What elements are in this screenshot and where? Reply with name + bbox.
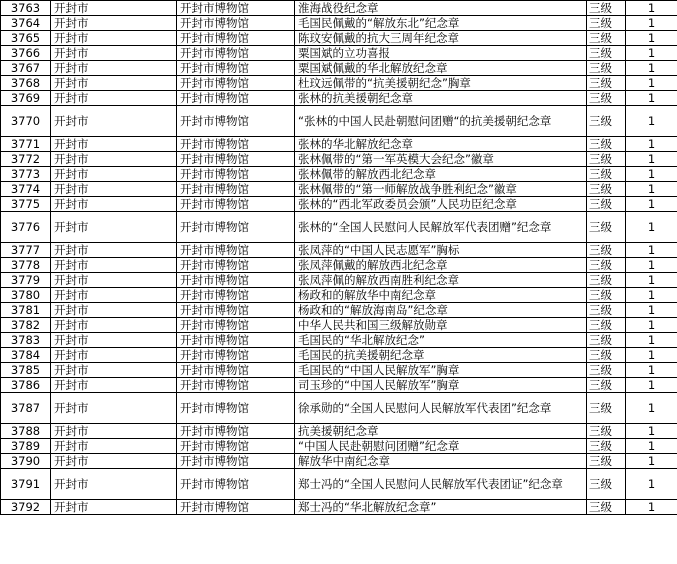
cell-city: 开封市 — [51, 137, 177, 152]
cell-quantity: 1 — [626, 318, 677, 333]
cell-quantity: 1 — [626, 424, 677, 439]
cell-city: 开封市 — [51, 76, 177, 91]
cell-quantity: 1 — [626, 273, 677, 288]
cell-item-name: 张林佩带的解放西北纪念章 — [295, 167, 587, 182]
cell-level: 三级 — [587, 91, 626, 106]
cell-level: 三级 — [587, 137, 626, 152]
cell-item-name: 杨政和的“解放海南岛”纪念章 — [295, 303, 587, 318]
cell-museum: 开封市博物馆 — [177, 137, 295, 152]
cell-level: 三级 — [587, 273, 626, 288]
cell-city: 开封市 — [51, 167, 177, 182]
cell-number: 3769 — [1, 91, 51, 106]
cell-number: 3782 — [1, 318, 51, 333]
cell-city: 开封市 — [51, 31, 177, 46]
cell-quantity: 1 — [626, 333, 677, 348]
cell-number: 3783 — [1, 333, 51, 348]
cell-number: 3781 — [1, 303, 51, 318]
cell-level: 三级 — [587, 31, 626, 46]
cell-city: 开封市 — [51, 454, 177, 469]
cell-museum: 开封市博物馆 — [177, 258, 295, 273]
cell-quantity: 1 — [626, 469, 677, 500]
cell-level: 三级 — [587, 378, 626, 393]
cell-museum: 开封市博物馆 — [177, 393, 295, 424]
cell-item-name: 张凤萍佩的解放西南胜利纪念章 — [295, 273, 587, 288]
cell-item-name: 毛国民的“中国人民解放军”胸章 — [295, 363, 587, 378]
cell-city: 开封市 — [51, 1, 177, 16]
cell-level: 三级 — [587, 348, 626, 363]
cell-level: 三级 — [587, 469, 626, 500]
cell-number: 3779 — [1, 273, 51, 288]
cell-museum: 开封市博物馆 — [177, 348, 295, 363]
cell-level: 三级 — [587, 454, 626, 469]
cell-number: 3774 — [1, 182, 51, 197]
cell-number: 3768 — [1, 76, 51, 91]
cell-item-name: 张林佩带的“第一军英模大会纪念”徽章 — [295, 152, 587, 167]
cell-quantity: 1 — [626, 1, 677, 16]
cell-museum: 开封市博物馆 — [177, 16, 295, 31]
cell-museum: 开封市博物馆 — [177, 31, 295, 46]
cell-item-name: 张凤萍佩戴的解放西北纪念章 — [295, 258, 587, 273]
cell-level: 三级 — [587, 318, 626, 333]
cell-level: 三级 — [587, 76, 626, 91]
cell-level: 三级 — [587, 439, 626, 454]
table-row — [1, 182, 677, 197]
cell-museum: 开封市博物馆 — [177, 378, 295, 393]
cell-quantity: 1 — [626, 61, 677, 76]
cell-number: 3787 — [1, 393, 51, 424]
cell-city: 开封市 — [51, 212, 177, 243]
cell-museum: 开封市博物馆 — [177, 333, 295, 348]
cell-level: 三级 — [587, 212, 626, 243]
table-row — [1, 91, 677, 106]
cell-museum: 开封市博物馆 — [177, 91, 295, 106]
cell-city: 开封市 — [51, 500, 177, 515]
cell-item-name: 中华人民共和国三级解放勋章 — [295, 318, 587, 333]
cell-museum: 开封市博物馆 — [177, 1, 295, 16]
table-row — [1, 212, 677, 243]
cell-museum: 开封市博物馆 — [177, 61, 295, 76]
cell-level: 三级 — [587, 16, 626, 31]
cell-city: 开封市 — [51, 258, 177, 273]
cell-quantity: 1 — [626, 197, 677, 212]
cell-quantity: 1 — [626, 167, 677, 182]
cell-museum: 开封市博物馆 — [177, 454, 295, 469]
table-row — [1, 273, 677, 288]
cell-level: 三级 — [587, 197, 626, 212]
cell-city: 开封市 — [51, 197, 177, 212]
cell-quantity: 1 — [626, 258, 677, 273]
cell-item-name: 司玉珍的“中国人民解放军”胸章 — [295, 378, 587, 393]
cell-quantity: 1 — [626, 288, 677, 303]
cell-city: 开封市 — [51, 348, 177, 363]
cell-item-name: “张林的中国人民赴朝慰问团赠“的抗美援朝纪念章 — [295, 106, 587, 137]
table-row — [1, 61, 677, 76]
table-row — [1, 1, 677, 16]
cell-item-name: 淮海战役纪念章 — [295, 1, 587, 16]
table-row — [1, 46, 677, 61]
cell-item-name: 抗美援朝纪念章 — [295, 424, 587, 439]
table-row — [1, 106, 677, 137]
cell-item-name: 郑士冯的“华北解放纪念章” — [295, 500, 587, 515]
cell-level: 三级 — [587, 243, 626, 258]
cell-number: 3792 — [1, 500, 51, 515]
cell-city: 开封市 — [51, 152, 177, 167]
cell-city: 开封市 — [51, 439, 177, 454]
cell-item-name: 粟国斌佩戴的华北解放纪念章 — [295, 61, 587, 76]
cell-museum: 开封市博物馆 — [177, 167, 295, 182]
cell-level: 三级 — [587, 152, 626, 167]
cell-number: 3770 — [1, 106, 51, 137]
table-row — [1, 348, 677, 363]
table-row — [1, 318, 677, 333]
cell-item-name: 张林的“西北军政委员会颁”人民功臣纪念章 — [295, 197, 587, 212]
cell-level: 三级 — [587, 1, 626, 16]
cell-quantity: 1 — [626, 16, 677, 31]
cell-museum: 开封市博物馆 — [177, 273, 295, 288]
cell-number: 3765 — [1, 31, 51, 46]
table-row — [1, 333, 677, 348]
cell-city: 开封市 — [51, 91, 177, 106]
cell-item-name: 张林佩带的“第一师解放战争胜利纪念”徽章 — [295, 182, 587, 197]
cell-item-name: 张凤萍的“中国人民志愿军”胸标 — [295, 243, 587, 258]
cell-quantity: 1 — [626, 31, 677, 46]
cell-quantity: 1 — [626, 454, 677, 469]
cell-level: 三级 — [587, 182, 626, 197]
cell-item-name: 张林的“全国人民慰问人民解放军代表团赠”纪念章 — [295, 212, 587, 243]
cell-item-name: 杨政和的解放华中南纪念章 — [295, 288, 587, 303]
cell-museum: 开封市博物馆 — [177, 197, 295, 212]
cell-quantity: 1 — [626, 46, 677, 61]
cell-number: 3763 — [1, 1, 51, 16]
table-row — [1, 363, 677, 378]
table-row — [1, 378, 677, 393]
cell-quantity: 1 — [626, 393, 677, 424]
cell-level: 三级 — [587, 167, 626, 182]
table-row — [1, 303, 677, 318]
cell-city: 开封市 — [51, 469, 177, 500]
cell-level: 三级 — [587, 288, 626, 303]
cell-quantity: 1 — [626, 348, 677, 363]
table-row — [1, 439, 677, 454]
cell-number: 3764 — [1, 16, 51, 31]
cell-number: 3767 — [1, 61, 51, 76]
cell-museum: 开封市博物馆 — [177, 76, 295, 91]
cell-item-name: 张林的华北解放纪念章 — [295, 137, 587, 152]
cell-number: 3788 — [1, 424, 51, 439]
cell-quantity: 1 — [626, 137, 677, 152]
cell-quantity: 1 — [626, 363, 677, 378]
cell-level: 三级 — [587, 61, 626, 76]
cell-number: 3790 — [1, 454, 51, 469]
cell-quantity: 1 — [626, 378, 677, 393]
table-body — [1, 1, 677, 515]
cell-museum: 开封市博物馆 — [177, 212, 295, 243]
cell-city: 开封市 — [51, 273, 177, 288]
cell-level: 三级 — [587, 363, 626, 378]
cell-quantity: 1 — [626, 76, 677, 91]
cell-level: 三级 — [587, 258, 626, 273]
cell-number: 3786 — [1, 378, 51, 393]
table-row — [1, 167, 677, 182]
cell-item-name: 毛国民佩戴的“解放东北”纪念章 — [295, 16, 587, 31]
cell-museum: 开封市博物馆 — [177, 46, 295, 61]
cell-museum: 开封市博物馆 — [177, 303, 295, 318]
table-row — [1, 500, 677, 515]
cell-quantity: 1 — [626, 152, 677, 167]
cell-museum: 开封市博物馆 — [177, 106, 295, 137]
cell-item-name: 毛国民的“华北解放纪念” — [295, 333, 587, 348]
cell-number: 3789 — [1, 439, 51, 454]
cell-number: 3777 — [1, 243, 51, 258]
cell-number: 3773 — [1, 167, 51, 182]
cell-city: 开封市 — [51, 303, 177, 318]
cell-city: 开封市 — [51, 61, 177, 76]
cell-museum: 开封市博物馆 — [177, 182, 295, 197]
cell-quantity: 1 — [626, 91, 677, 106]
cell-item-name: 粟国斌的立功喜报 — [295, 46, 587, 61]
cell-city: 开封市 — [51, 243, 177, 258]
cell-museum: 开封市博物馆 — [177, 152, 295, 167]
cell-level: 三级 — [587, 106, 626, 137]
table-row — [1, 393, 677, 424]
table-row — [1, 424, 677, 439]
cell-city: 开封市 — [51, 288, 177, 303]
cell-number: 3778 — [1, 258, 51, 273]
cell-number: 3771 — [1, 137, 51, 152]
cell-museum: 开封市博物馆 — [177, 439, 295, 454]
cell-city: 开封市 — [51, 424, 177, 439]
cell-number: 3766 — [1, 46, 51, 61]
cell-quantity: 1 — [626, 439, 677, 454]
cell-city: 开封市 — [51, 393, 177, 424]
table-row — [1, 243, 677, 258]
table-row — [1, 197, 677, 212]
cell-item-name: 杜玟远佩带的“抗美援朝纪念”胸章 — [295, 76, 587, 91]
table-row — [1, 288, 677, 303]
cell-museum: 开封市博物馆 — [177, 469, 295, 500]
cell-museum: 开封市博物馆 — [177, 500, 295, 515]
cell-item-name: 郑士冯的“全国人民慰问人民解放军代表团证”纪念章 — [295, 469, 587, 500]
cell-museum: 开封市博物馆 — [177, 424, 295, 439]
cell-number: 3791 — [1, 469, 51, 500]
cell-number: 3772 — [1, 152, 51, 167]
cell-city: 开封市 — [51, 16, 177, 31]
cell-museum: 开封市博物馆 — [177, 363, 295, 378]
cell-level: 三级 — [587, 393, 626, 424]
cell-item-name: 毛国民的抗美援朝纪念章 — [295, 348, 587, 363]
table-row — [1, 137, 677, 152]
cell-quantity: 1 — [626, 106, 677, 137]
table-row — [1, 152, 677, 167]
cell-item-name: 张林的抗美援朝纪念章 — [295, 91, 587, 106]
cell-item-name: 徐承勋的“全国人民慰问人民解放军代表团”纪念章 — [295, 393, 587, 424]
cell-number: 3775 — [1, 197, 51, 212]
table-row — [1, 454, 677, 469]
cell-city: 开封市 — [51, 182, 177, 197]
cell-item-name: 陈玟安佩戴的抗大三周年纪念章 — [295, 31, 587, 46]
cell-number: 3776 — [1, 212, 51, 243]
cell-museum: 开封市博物馆 — [177, 288, 295, 303]
cell-item-name: 解放华中南纪念章 — [295, 454, 587, 469]
cell-number: 3784 — [1, 348, 51, 363]
table-row — [1, 76, 677, 91]
cell-museum: 开封市博物馆 — [177, 318, 295, 333]
cell-quantity: 1 — [626, 243, 677, 258]
cell-quantity: 1 — [626, 500, 677, 515]
table-row — [1, 258, 677, 273]
table-row — [1, 16, 677, 31]
cell-level: 三级 — [587, 333, 626, 348]
cell-museum: 开封市博物馆 — [177, 243, 295, 258]
cell-number: 3785 — [1, 363, 51, 378]
cell-city: 开封市 — [51, 46, 177, 61]
cell-city: 开封市 — [51, 318, 177, 333]
cell-item-name: “中国人民赴朝慰问团赠”纪念章 — [295, 439, 587, 454]
cell-level: 三级 — [587, 303, 626, 318]
cell-city: 开封市 — [51, 106, 177, 137]
cell-quantity: 1 — [626, 212, 677, 243]
cell-level: 三级 — [587, 424, 626, 439]
cell-quantity: 1 — [626, 182, 677, 197]
cell-city: 开封市 — [51, 378, 177, 393]
table-row — [1, 469, 677, 500]
cell-city: 开封市 — [51, 333, 177, 348]
table-row — [1, 31, 677, 46]
cell-level: 三级 — [587, 500, 626, 515]
cell-number: 3780 — [1, 288, 51, 303]
cell-city: 开封市 — [51, 363, 177, 378]
cell-quantity: 1 — [626, 303, 677, 318]
cell-level: 三级 — [587, 46, 626, 61]
